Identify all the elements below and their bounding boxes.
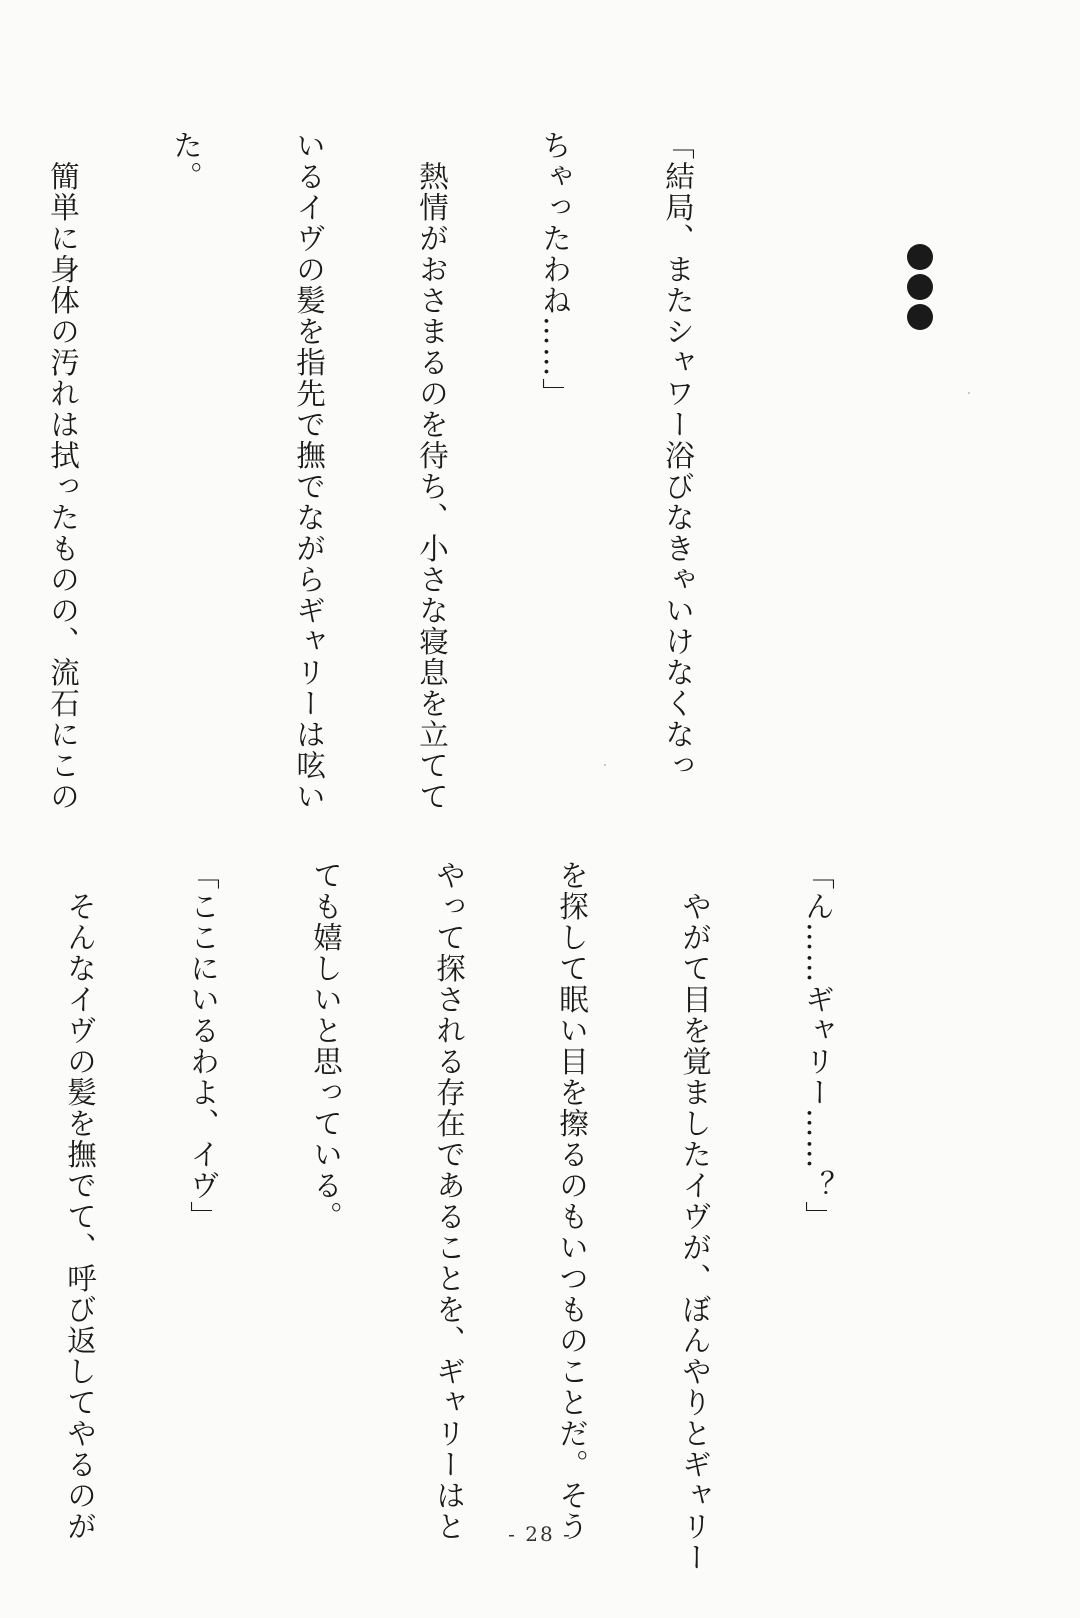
upper-text-block	[46, 130, 780, 812]
text-line: 「ん……ギャリー……？」	[801, 860, 835, 1232]
page-number: - 28 -	[508, 1522, 572, 1546]
text-line: 熱情がおさまるのを待ち、小さな寝息を立てて	[415, 130, 449, 812]
section-dot	[907, 244, 933, 270]
section-dot	[907, 274, 933, 300]
text-line: た。	[169, 130, 203, 192]
text-line: ても嬉しいと思っている。	[309, 860, 343, 1232]
section-dot	[907, 304, 933, 330]
scan-speck	[968, 392, 970, 394]
text-line: 「結局、またシャワー浴びなきゃいけなくなっ	[661, 130, 695, 781]
text-line: いるイヴの髪を指先で撫でながらギャリーは呟い	[292, 130, 326, 812]
text-line: ちゃったわね……」	[538, 130, 572, 409]
text-line: 「ここにいるわよ、イヴ」	[186, 860, 220, 1232]
text-line: やって探される存在であることを、ギャリーはと	[432, 860, 466, 1542]
section-break-mark	[904, 244, 936, 330]
scan-speck	[604, 764, 606, 766]
text-line: を探して眠い目を擦るのもいつものことだ。そう	[555, 860, 589, 1542]
text-line: 簡単に身体の汚れは拭ったものの、流石にこの	[46, 130, 80, 812]
text-line: そんなイヴの髪を撫でて、呼び返してやるのが	[63, 860, 97, 1542]
text-line: やがて目を覚ましたイヴが、ぼんやりとギャリー	[678, 860, 712, 1573]
